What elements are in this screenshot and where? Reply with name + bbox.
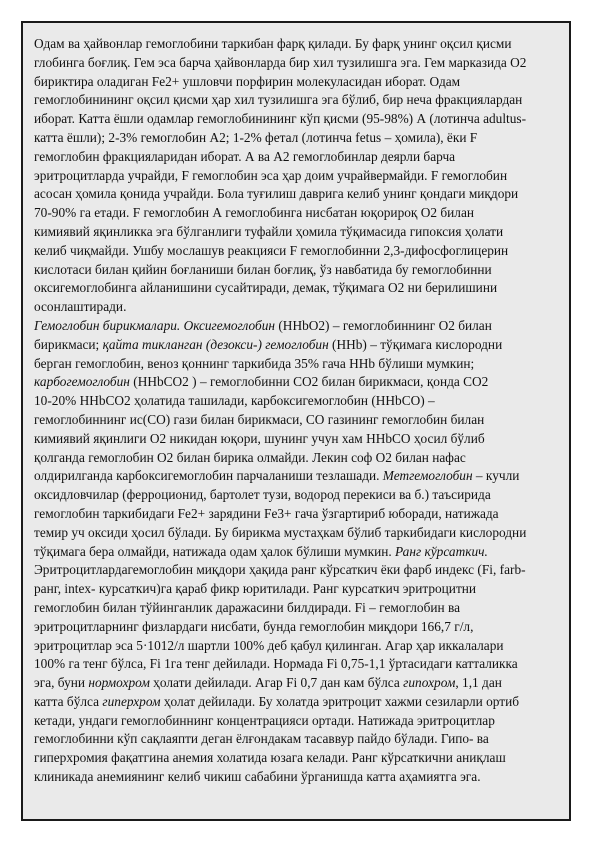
text-run: Одам ва ҳайвонлар гемоглобини таркибан фарқ қилади. Бу фарқ унинг оқсил қисми	[34, 36, 512, 51]
text-line	[34, 223, 562, 242]
text-run: , 1,1 дан	[455, 675, 502, 691]
text-run: берган гемоглобин, веноз қоннинг таркибида 35% гача ННb бўлиши мумкин;	[34, 355, 475, 371]
text-line	[34, 185, 562, 204]
text-run: катта бўлса	[34, 693, 103, 709]
text-run: 10-20% ННbСО2 ҳолатида ташилади, карбоксигемоглобин (ННbСО) –	[34, 393, 435, 409]
text-run: иборат. Катта ёшли одамлар гемоглобинининг кўп қисми (95-98%) А (лотинча adultus-	[34, 111, 527, 127]
text-line	[34, 524, 562, 543]
text-line	[34, 693, 562, 712]
text-run: ранг, intex- курсаткич)га қараб фикр юритилади. Ранг курсаткич эритроцитни	[34, 581, 477, 597]
text-run: кислотаси билан қийин боғланиши билан боғлиқ, ўз навбатида бу гемоглобинни	[34, 261, 492, 277]
text-run: гемоглобин таркибидаги Fe2+ зарядини Fe3+ гача ўзгартириб юборади, натижада	[34, 505, 499, 521]
text-run: гемоглобин фракцияларидан иборат. А ва А2 гемоглобинлар деярли барча	[34, 148, 456, 164]
text-line	[34, 768, 562, 787]
text-run: бирикмаси;	[34, 336, 103, 352]
text-run: эритроцитларнинг физлардаги нисбати, бунда гемоглобин миқдори 166,7 г/л,	[34, 618, 474, 634]
text-line	[34, 730, 562, 749]
text-line	[34, 261, 562, 280]
text-line	[34, 543, 562, 562]
text-line	[34, 749, 562, 768]
document-page	[21, 21, 571, 821]
text-run: тўқимага бера олмайди, натижада одам ҳалок бўлиши мумкин.	[34, 543, 396, 559]
text-run: темир уч оксиди ҳосил бўлади. Бу бирикма мустаҳкам бўлиб таркибидаги кислородни	[34, 524, 527, 540]
text-run: 70-90% га етади. F гемоглобин А гемоглобинга нисбатан юқорироқ О2 билан	[34, 205, 475, 221]
italic-term: карбогемоглобин	[34, 374, 130, 390]
text-line	[34, 167, 562, 186]
text-line	[34, 618, 562, 637]
body-text	[34, 35, 564, 787]
text-line	[34, 336, 562, 355]
text-run: кимиявий яқинликка эга бўлганлиги туфайли ҳомила тўқимасида гипоксия ҳолати	[34, 223, 504, 239]
text-run: асосан ҳомила қонида учрайди. Бола туғилиш даврига келиб унинг қондаги миқдори	[34, 186, 519, 202]
text-line	[34, 655, 562, 674]
text-line	[34, 73, 562, 92]
text-line	[34, 298, 562, 317]
italic-term: қайта тикланган (дезокси-) гемоглобин	[102, 336, 329, 352]
text-line	[34, 279, 562, 298]
text-line	[34, 712, 562, 731]
text-run: оксидловчилар (ферроционид, бартолет тузи, водород перекиси ва б.) таъсирида	[34, 487, 491, 503]
text-line	[34, 599, 562, 618]
text-run: гемоглобиннинг ис(СО) гази билан бирикмаси, СО газининг гемоглобин билан	[34, 411, 485, 427]
text-run: (ННb) – тўқимага кислородни	[328, 336, 503, 352]
text-line	[34, 505, 562, 524]
text-line	[34, 674, 562, 693]
text-line	[34, 148, 562, 167]
italic-term: гиперхром	[102, 693, 161, 709]
text-line	[34, 486, 562, 505]
text-run: кимиявий яқинлиги О2 никидан юқори, шунинг учун хам ННbСО ҳосил бўлиб	[34, 430, 485, 446]
text-run: келиб чиқмайди. Ушбу мослашув реакцияси F гемоглобинни 2,3-дифосфоглицерин	[34, 242, 509, 258]
italic-term: Метгемоглобин	[382, 468, 473, 484]
text-run: кетади, ундаги гемоглобиннинг концентрацияси ортади. Натижада эритроцитлар	[34, 712, 495, 728]
text-run: оксигемоглобинга айланишини сусайтиради, демак, тўқимага О2 ни берилишини	[34, 280, 498, 296]
text-line	[34, 317, 562, 336]
text-line	[34, 129, 562, 148]
text-line	[34, 411, 562, 430]
italic-term: нормохром	[88, 675, 150, 691]
text-line	[34, 355, 562, 374]
text-line	[34, 467, 562, 486]
italic-term: Гемоглобин бирикмалари. Оксигемоглобин	[34, 317, 276, 333]
text-run: Эритроцитлардагемоглобин миқдори ҳақида ранг кўрсаткич ёки фарб индекс (Fi, farb-	[34, 562, 526, 578]
text-line	[34, 392, 562, 411]
text-line	[34, 430, 562, 449]
text-run: ҳолат дейилади. Бу холатда эритроцит хажми сезиларли ортиб	[160, 693, 520, 709]
text-line	[34, 91, 562, 110]
text-run: 100% га тенг бўлса, Fi 1га тенг дейилади. Нормада Fi 0,75-1,1 ўртасидаги катталикка	[34, 656, 518, 672]
text-run: глобинга боғлиқ. Гем эса барча ҳайвонларда бир хил тузилишга эга. Гем марказида О2	[34, 54, 527, 70]
text-line	[34, 204, 562, 223]
text-line	[34, 561, 562, 580]
text-run: (ННbСО2 ) – гемоглобинни СО2 билан бирикмаси, қонда СО2	[129, 374, 489, 390]
text-run: гемоглобинининг оқсил қисми ҳар хил тузилишга эга бўлиб, бир неча фракциялардан	[34, 92, 523, 108]
text-run: гиперхромия фақатгина анемия холатида юзага келади. Ранг кўрсаткични аниқлаш	[34, 750, 506, 766]
text-run: эга, буни	[34, 675, 89, 691]
text-line	[34, 637, 562, 656]
text-line	[34, 110, 562, 129]
text-line	[34, 54, 562, 73]
italic-term: гипохром	[403, 675, 456, 691]
text-run: клиникада анемиянинг келиб чикиш сабабини ўрганишда катта аҳамиятга эга.	[34, 769, 481, 785]
text-line	[34, 35, 562, 54]
text-run: эритроцитлар эса 5·1012/л шартли 100% деб қабул қилинган. Агар ҳар иккалалари	[34, 637, 504, 653]
text-run: эритроцитларда учрайди, F гемоглобин эса ҳар доим учрайвермайди. F гемоглобин	[34, 167, 508, 183]
text-run: қолганда гемоглобин О2 билан бирика олмайди. Лекин соф О2 билан нафас	[34, 449, 466, 465]
text-line	[34, 373, 562, 392]
text-run: – кучли	[472, 468, 520, 484]
text-run: катта ёшли); 2-3% гемоглобин А2; 1-2% фетал (лотинча fetus – ҳомила), ёки F	[34, 129, 478, 145]
text-line	[34, 242, 562, 261]
text-run: гемоглобин билан тўйинганлик даражасини билдиради. Fi – гемоглобин ва	[34, 599, 461, 615]
italic-term: Ранг кўрсаткич.	[395, 543, 488, 559]
text-run: (ННbО2) – гемоглобиннинг О2 билан	[275, 317, 492, 333]
text-run: ҳолати дейилади. Агар Fi 0,7 дан кам бўлса	[149, 675, 404, 691]
text-run: осонлаштиради.	[34, 299, 127, 315]
text-line	[34, 580, 562, 599]
text-line	[34, 449, 562, 468]
text-run: гемоглобинни кўп сақлаяпти деган ёлғондакам тасаввур пайдо бўлади. Гипо- ва	[34, 731, 489, 747]
text-run: олдирилганда карбоксигемоглобин парчаланиши тезлашади.	[34, 468, 383, 484]
text-run: бириктира оладиган Fe2+ ушловчи порфирин молекуласидан иборат. Одам	[34, 73, 461, 89]
